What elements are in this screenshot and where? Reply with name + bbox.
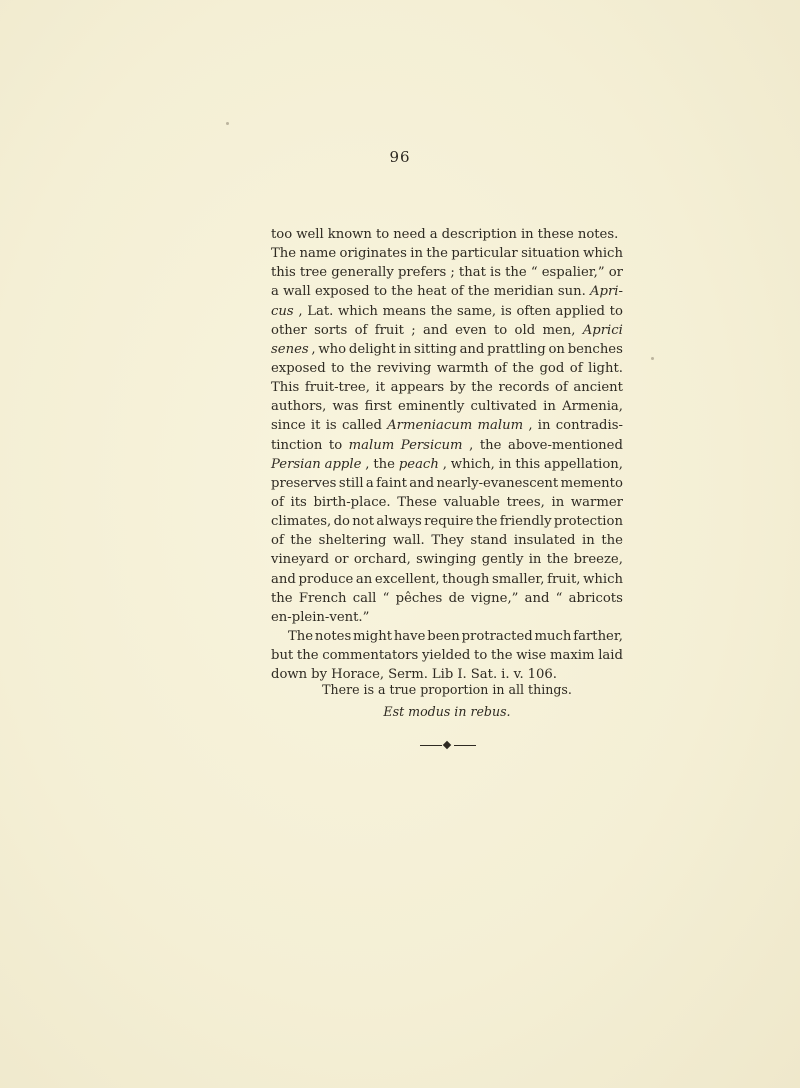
word: ancient (573, 380, 623, 396)
word: cultivated (470, 399, 537, 415)
word: on (548, 341, 565, 357)
word: “ (530, 265, 538, 281)
word: yielded (421, 648, 471, 664)
word: Horace, (331, 667, 385, 683)
word: commentators (322, 648, 419, 664)
word: of (271, 533, 284, 549)
word: protection (553, 514, 623, 530)
word: sitting (414, 341, 457, 357)
word: and (524, 590, 550, 606)
text-line (271, 263, 623, 282)
text-line (271, 646, 623, 665)
text-line (271, 493, 623, 512)
word: orchard, (353, 552, 411, 568)
word: of (271, 494, 284, 510)
word: prattling (487, 341, 546, 357)
word: Lat. (307, 303, 334, 319)
word: generally (331, 265, 394, 281)
word: call (352, 590, 377, 606)
body-text (271, 225, 623, 684)
word: is (325, 418, 337, 434)
word: malum (348, 437, 395, 453)
word: farther, (573, 628, 623, 644)
word: Persicum (400, 437, 463, 453)
word: in (398, 341, 412, 357)
text-line (271, 570, 623, 589)
word: stand (470, 533, 508, 549)
word: swinging (416, 552, 477, 568)
word: to (331, 360, 345, 376)
quote-english: There is a true proportion in all things. (322, 682, 572, 697)
word: by (311, 667, 328, 683)
word: prefers (397, 265, 447, 281)
word: or (608, 265, 623, 281)
word: , (528, 418, 533, 434)
ornament-rule-right (454, 745, 476, 746)
word: in (537, 418, 551, 434)
word: valuable (443, 494, 500, 510)
text-line (271, 474, 623, 493)
word: same, (456, 303, 497, 319)
word: much (534, 628, 572, 644)
word: the (546, 552, 569, 568)
word: to (609, 303, 623, 319)
word: the (512, 360, 534, 376)
word: which (583, 246, 623, 262)
word: the (479, 437, 502, 453)
word: often (516, 303, 551, 319)
word: , (311, 341, 316, 357)
word: The (271, 246, 297, 262)
word: These (397, 494, 437, 510)
word: it (375, 380, 386, 396)
word: gently (481, 552, 524, 568)
word: meridian (493, 284, 554, 300)
word: sun. (557, 284, 586, 300)
word: , (442, 456, 447, 472)
text-line (271, 531, 623, 550)
text-line (271, 397, 623, 416)
word: protracted (461, 628, 533, 644)
word: always (376, 514, 422, 530)
word: the (505, 265, 527, 281)
word: Armeniacum (387, 418, 473, 434)
word: was (332, 399, 359, 415)
word: though (442, 571, 490, 587)
word: benches (567, 341, 623, 357)
word: espalier,” (541, 265, 605, 281)
word: wise (516, 648, 547, 664)
word: situation (521, 246, 580, 262)
word: insulated (513, 533, 576, 549)
word: is (500, 303, 512, 319)
word: friendly (499, 514, 552, 530)
text-line (271, 589, 623, 608)
word: sheltering (318, 533, 387, 549)
word: and (409, 475, 435, 491)
word: malum (477, 418, 524, 434)
word: de (448, 590, 465, 606)
word: the (373, 456, 395, 472)
word: French (298, 590, 347, 606)
word: god (539, 360, 565, 376)
paper-speck (226, 122, 229, 125)
word: might (353, 628, 392, 644)
word: ; (450, 265, 455, 281)
word: warmth (436, 360, 489, 376)
word: vigne,” (471, 590, 519, 606)
word: means (382, 303, 426, 319)
word: particular (451, 246, 518, 262)
word: wall. (392, 533, 425, 549)
word: fruit-tree, (304, 380, 370, 396)
text-line (271, 416, 623, 435)
word: been (427, 628, 460, 644)
word: in (551, 494, 565, 510)
text-line (271, 359, 623, 378)
text-line (271, 340, 623, 359)
word: to (474, 648, 488, 664)
word: , (365, 456, 370, 472)
word: well (296, 227, 324, 242)
word: in (528, 552, 542, 568)
word: but (271, 648, 294, 664)
word: vineyard (271, 552, 330, 568)
word: of (494, 360, 507, 376)
word: Armenia, (562, 399, 623, 415)
word: cus (271, 303, 294, 319)
word: pêches (395, 590, 443, 606)
word: of (554, 380, 568, 396)
word: The (288, 628, 314, 644)
word: which, (450, 456, 495, 472)
word: who (318, 341, 347, 357)
word: tree (299, 265, 328, 281)
word: do (333, 514, 350, 530)
word: warmer (570, 494, 623, 510)
word: fruit (374, 322, 404, 338)
word: to (328, 437, 343, 453)
word: the (426, 246, 448, 262)
word: too (271, 227, 293, 242)
word: and (459, 341, 485, 357)
page-number: 96 (389, 148, 411, 166)
text-line (271, 378, 623, 397)
word: preserves (271, 475, 337, 491)
quote-latin: Est modus in rebus. (383, 704, 511, 719)
word: faint (376, 475, 407, 491)
word: a (429, 227, 438, 242)
word: fruit, (547, 571, 581, 587)
word: nearly-evanescent (436, 475, 559, 491)
word: the (391, 284, 413, 300)
word: require (424, 514, 474, 530)
word: this (271, 265, 296, 281)
word: excellent, (374, 571, 440, 587)
word: breeze, (573, 552, 623, 568)
text-line (271, 627, 623, 646)
word: Aprici (582, 322, 623, 338)
word: known (327, 227, 372, 242)
word: notes (314, 628, 352, 644)
word: a (271, 284, 279, 300)
word: climates, (271, 514, 332, 530)
word: an (355, 571, 373, 587)
text-line (271, 550, 623, 569)
word: it (310, 418, 321, 434)
word: first (364, 399, 392, 415)
word: records (498, 380, 550, 396)
word: applied (555, 303, 605, 319)
word: the (430, 303, 453, 319)
word: to (493, 322, 508, 338)
text-line (271, 455, 623, 474)
word: the (467, 284, 490, 300)
word: Persian (271, 456, 321, 472)
word: by (449, 380, 466, 396)
word: appellation, (543, 456, 623, 472)
word: called (341, 418, 382, 434)
word: men, (542, 322, 576, 338)
word: and (271, 571, 296, 587)
text-line (271, 608, 623, 627)
word: in (498, 456, 512, 472)
word: 106. (527, 667, 558, 683)
word: that (458, 265, 486, 281)
word: to (375, 227, 390, 242)
word: the (290, 533, 312, 549)
word: the (271, 590, 293, 606)
word: the (475, 514, 498, 530)
word: not (352, 514, 375, 530)
word: trees, (506, 494, 545, 510)
word: originates (339, 246, 407, 262)
word: down (271, 667, 308, 683)
word: the (471, 380, 493, 396)
word: , (469, 437, 474, 453)
word: senes (271, 341, 309, 357)
word: still (338, 475, 364, 491)
word: above-mentioned (507, 437, 623, 453)
word: which (583, 571, 623, 587)
word: Sat. (470, 667, 498, 683)
word: wall (283, 284, 311, 300)
word: They (431, 533, 464, 549)
word: laid (598, 648, 623, 664)
word: birth-place. (313, 494, 391, 510)
word: appears (390, 380, 445, 396)
word: is (490, 265, 501, 281)
word: i. (501, 667, 510, 683)
word: description (441, 227, 517, 242)
text-line (271, 244, 623, 263)
word: in (520, 227, 534, 242)
word: , (298, 303, 303, 319)
word: abricots (568, 590, 623, 606)
word: and (422, 322, 448, 338)
word: to (373, 284, 388, 300)
word: which (338, 303, 378, 319)
word: memento (560, 475, 623, 491)
text-line (271, 321, 623, 340)
word: of (569, 360, 583, 376)
word: v. (513, 667, 524, 683)
word: even (455, 322, 487, 338)
word: heat (417, 284, 447, 300)
word: name (299, 246, 337, 262)
word: exposed (314, 284, 370, 300)
word: authors, (271, 399, 327, 415)
word: Serm. (388, 667, 428, 683)
word: ; (411, 322, 416, 338)
word: in (410, 246, 423, 262)
word: Lib (431, 667, 454, 683)
word: eminently (398, 399, 465, 415)
word: of (354, 322, 368, 338)
word: Apri- (590, 284, 623, 300)
word: the (490, 648, 513, 664)
word: maxim (550, 648, 595, 664)
word: since (271, 418, 306, 434)
word: of (450, 284, 464, 300)
ornament-diamond-icon (443, 741, 451, 749)
paper-speck (651, 357, 654, 360)
word: the (296, 648, 319, 664)
word: I. (457, 667, 467, 683)
word: the (601, 533, 623, 549)
word: en-plein-vent.” (271, 609, 370, 625)
word: a (365, 475, 374, 491)
word: have (393, 628, 426, 644)
word: in (543, 399, 556, 415)
word: sorts (314, 322, 348, 338)
word: exposed (271, 360, 326, 376)
word: tinction (271, 437, 323, 453)
text-line (271, 436, 623, 455)
word: reviving (376, 360, 432, 376)
word: “ (555, 590, 563, 606)
word: other (271, 322, 307, 338)
word: notes. (577, 227, 619, 242)
word: delight (348, 341, 396, 357)
word: apple (324, 456, 362, 472)
ornament-rule-left (420, 745, 442, 746)
word: the (349, 360, 372, 376)
text-line (271, 512, 623, 531)
text-line (271, 225, 623, 244)
word: “ (382, 590, 390, 606)
word: need (393, 227, 426, 242)
word: smaller, (492, 571, 545, 587)
word: peach (398, 456, 439, 472)
text-line (271, 282, 623, 301)
word: this (515, 456, 541, 472)
word: old (514, 322, 536, 338)
end-ornament (420, 740, 476, 750)
word: contradis- (555, 418, 623, 434)
word: these (537, 227, 574, 242)
text-line (271, 302, 623, 321)
word: This (271, 380, 300, 396)
word: or (334, 552, 349, 568)
word: its (290, 494, 307, 510)
word: in (582, 533, 595, 549)
word: produce (298, 571, 354, 587)
word: light. (588, 360, 623, 376)
